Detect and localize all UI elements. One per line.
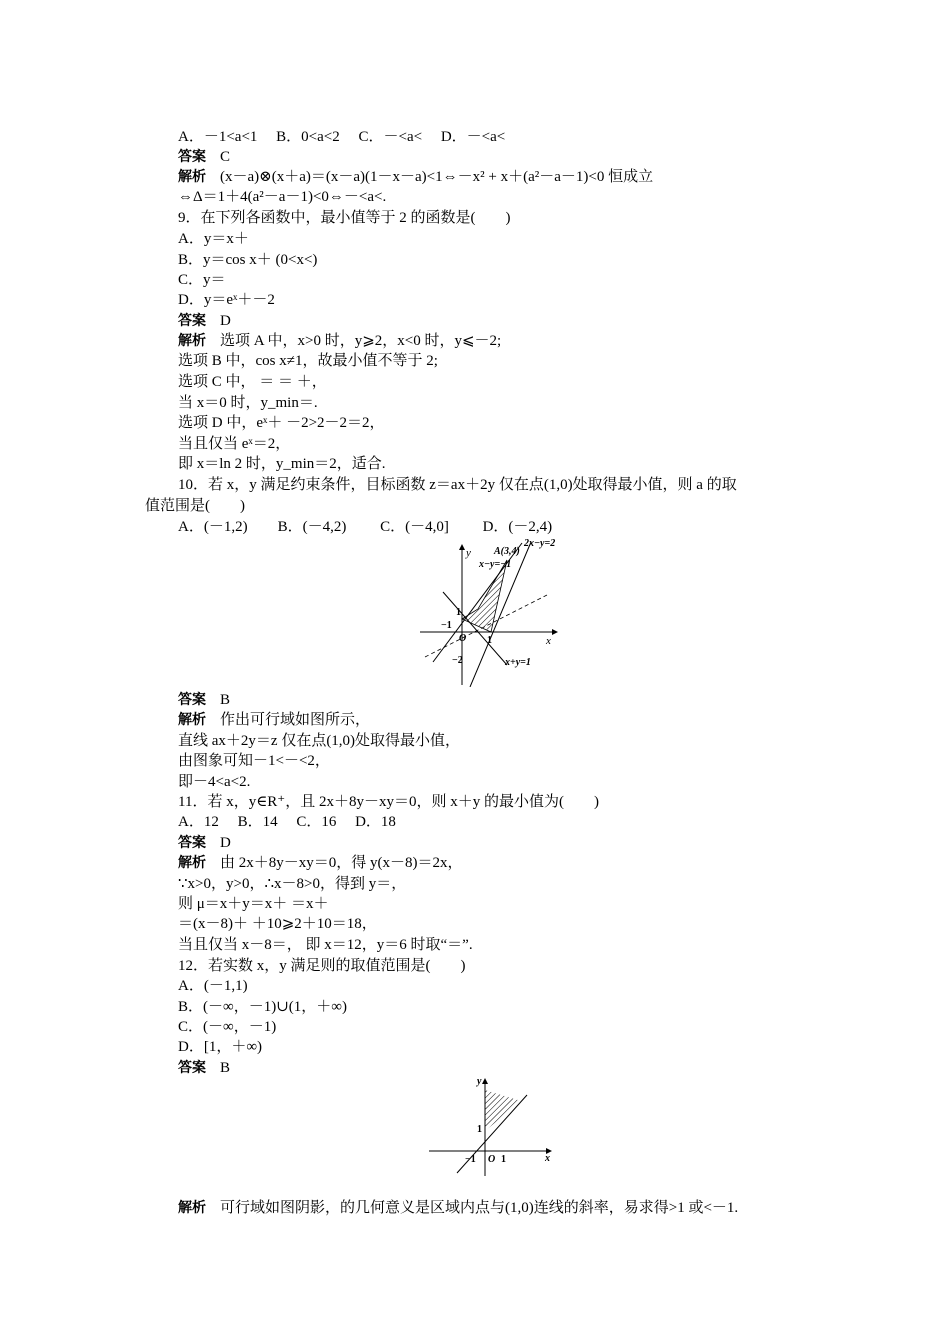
answer-label: 答案 <box>178 313 206 329</box>
q10-figure-svg <box>415 537 575 687</box>
analysis-text: 由 2x＋8y－xy＝0，得 y(x－8)＝2x， <box>220 855 463 871</box>
q11-analysis-line: ＝(x－8)＋ ＋10⩾2＋10＝18， <box>178 916 377 932</box>
q11-stem: 11．若 x，y∈R⁺，且 2x＋8y－xy＝0，则 x＋y 的最小值为( ) <box>178 794 599 810</box>
q9-option-c: C．y＝ <box>178 272 226 288</box>
answer-value: D <box>220 835 231 851</box>
answer-value: C <box>220 149 231 165</box>
q9-option-b: B．y＝cos x＋ (0<x<) <box>178 252 318 268</box>
x-axis-label: x <box>546 635 551 647</box>
origin-label: O <box>459 633 467 644</box>
q8-options: A．－1<a<1 B．0<a<2 C．－<a< D．－<a< <box>178 129 506 145</box>
q11-answer <box>178 833 231 853</box>
origin-label: O <box>488 1154 496 1165</box>
q12-analysis <box>178 1198 738 1218</box>
q12-option-b: B．(－∞，－1)∪(1，＋∞) <box>178 999 347 1015</box>
q8-analysis-line: ⇔Δ＝1＋4(a²－a－1)<0⇔－<a<. <box>178 189 387 205</box>
q9-analysis-line: 即 x＝ln 2 时，y_min＝2，适合. <box>178 456 386 472</box>
q10-analysis-line: 由图象可知－1<－<2， <box>178 753 330 769</box>
tick-y-1: 1 <box>477 1124 482 1135</box>
answer-label: 答案 <box>178 692 206 708</box>
q11-analysis-line: 当且仅当 x－8＝， 即 x＝12，y＝6 时取“＝”. <box>178 937 473 953</box>
q11-analysis-line: ∵x>0，y>0，∴x－8>0，得到 y＝， <box>178 876 407 892</box>
answer-value: B <box>220 692 231 708</box>
q9-analysis-line: 选项 B 中，cos x≠1，故最小值不等于 2; <box>178 353 438 369</box>
answer-label: 答案 <box>178 149 206 165</box>
analysis-text: (x－a)⊗(x＋a)＝(x－a)(1－x－a)<1⇔－x² + x＋(a²－a－1)<0 恒成立 <box>220 169 654 185</box>
q10-stem: 10．若 x，y 满足约束条件，目标函数 z＝ax＋2y 仅在点(1,0)处取得最小值，则 a 的取 <box>178 477 737 493</box>
answer-label: 答案 <box>178 1060 206 1076</box>
q12-stem: 12．若实数 x，y 满足则的取值范围是( ) <box>178 958 466 974</box>
feasible-region-shading <box>485 1090 521 1131</box>
answer-value: B <box>220 1060 231 1076</box>
q10-options: A．(－1,2) B．(－4,2) C．(－4,0] D．(－2,4) <box>178 519 553 535</box>
q9-analysis <box>178 331 501 351</box>
line-x-y-m1-label: x−y=−1 <box>479 559 512 570</box>
q9-stem: 9．在下列各函数中，最小值等于 2 的函数是( ) <box>178 210 511 226</box>
q12-option-d: D．[1，＋∞) <box>178 1039 263 1055</box>
tick-x-minus-1: −1 <box>465 1154 476 1165</box>
tick-x-1: 1 <box>487 635 492 646</box>
q12-answer <box>178 1058 230 1078</box>
analysis-text: 可行域如图阴影，的几何意义是区域内点与(1,0)连线的斜率，易求得>1 或<－1. <box>220 1200 739 1216</box>
line-2x-y-2-label: 2x−y=2 <box>524 538 556 549</box>
q9-answer <box>178 311 231 331</box>
q10-feasible-region-figure <box>415 537 575 687</box>
q8-analysis <box>178 167 653 187</box>
tick-y-minus-2: −2 <box>452 655 463 666</box>
q10-answer <box>178 690 230 710</box>
q10-analysis <box>178 710 370 730</box>
q9-analysis-line: 当且仅当 eˣ＝2， <box>178 436 291 452</box>
answer-label: 答案 <box>178 835 206 851</box>
q10-analysis-line: 即－4<a<2. <box>178 774 251 790</box>
q11-analysis <box>178 853 463 873</box>
q12-option-a: A．(－1,1) <box>178 978 248 994</box>
tick-x-1: 1 <box>501 1154 506 1165</box>
tick-y-1: 1 <box>456 607 461 618</box>
y-axis-label: y <box>477 1076 482 1087</box>
y-axis-label: y <box>466 547 471 559</box>
q12-option-c: C．(－∞，－1) <box>178 1019 277 1035</box>
q9-analysis-line: 当 x＝0 时，y_min＝. <box>178 395 318 411</box>
q12-figure-svg <box>425 1073 565 1178</box>
tick-x-minus-1: −1 <box>441 620 452 631</box>
analysis-label: 解析 <box>178 712 206 728</box>
analysis-label: 解析 <box>178 855 206 871</box>
q11-options: A．12 B．14 C．16 D．18 <box>178 814 396 830</box>
q9-analysis-line: 选项 D 中，eˣ＋ －2>2－2＝2， <box>178 415 385 431</box>
line-x-plus-y-1-label: x+y=1 <box>505 657 531 668</box>
q10-stem-cont: 值范围是( ) <box>145 498 245 514</box>
x-axis-label: x <box>545 1153 550 1164</box>
analysis-label: 解析 <box>178 1200 206 1216</box>
q11-analysis-line: 则 μ＝x＋y＝x＋ ＝x＋ <box>178 896 329 912</box>
analysis-label: 解析 <box>178 169 206 185</box>
analysis-label: 解析 <box>178 333 206 349</box>
q9-option-d: D．y＝eˣ＋－2 <box>178 292 275 308</box>
analysis-text: 选项 A 中，x>0 时，y⩾2，x<0 时，y⩽－2; <box>220 333 502 349</box>
q9-analysis-line: 选项 C 中， ＝ ＝ ＋， <box>178 374 327 390</box>
q12-feasible-region-figure <box>425 1073 565 1178</box>
analysis-text: 作出可行域如图所示， <box>220 712 371 728</box>
q9-option-a: A．y＝x＋ <box>178 231 249 247</box>
q10-analysis-line: 直线 ax＋2y＝z 仅在点(1,0)处取得最小值， <box>178 733 461 749</box>
answer-value: D <box>220 313 231 329</box>
point-a-label: A(3,4) <box>494 546 520 557</box>
q8-answer <box>178 147 230 167</box>
